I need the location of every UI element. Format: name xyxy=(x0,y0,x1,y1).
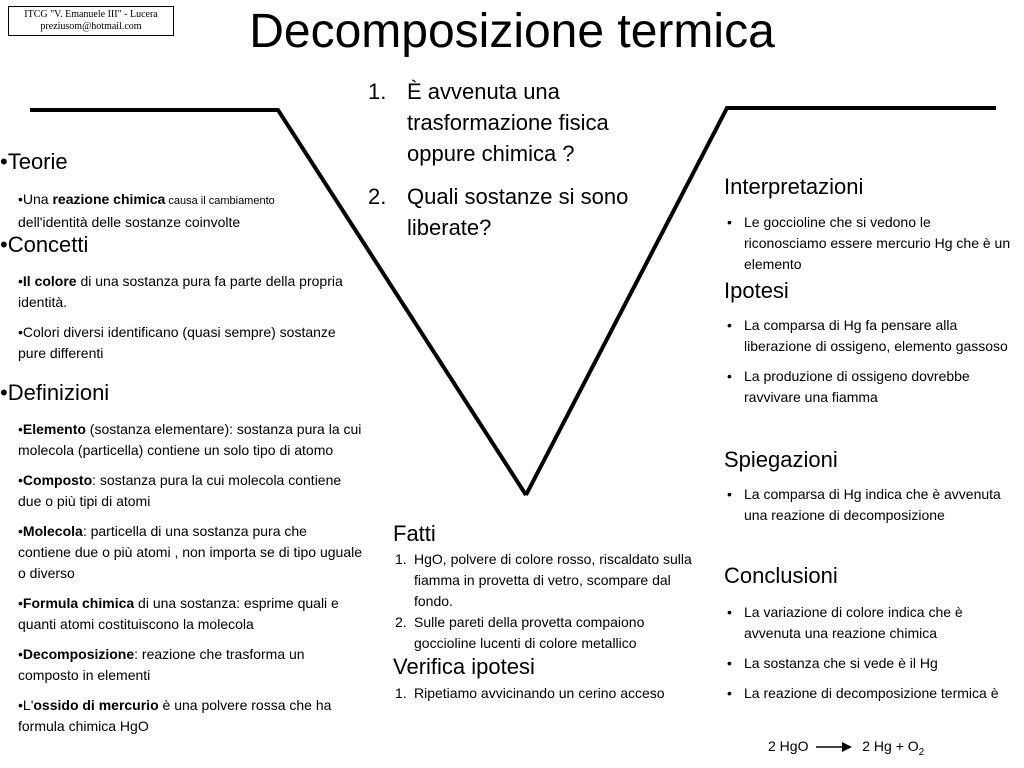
definition-text: : sostanza pura la cui molecola contiene due o più tipi di atomi xyxy=(18,472,342,509)
fatto-2-text: Sulle pareti della provetta compaiono goccioline lucenti di colore metallico xyxy=(414,614,645,651)
term: Elemento xyxy=(22,421,86,437)
ipotesi-2: • La produzione di ossigeno dovrebbe ravvivare una fiamma xyxy=(724,366,1016,408)
definition-text: : particella di una sostanza pura che contiene due o più atomi , non importa se di tipo uguale o diverso xyxy=(18,523,363,581)
conclusione-3: • La reazione di decomposizione termica è xyxy=(724,683,1016,704)
products: 2 Hg + O xyxy=(862,738,919,754)
definizione-formula xyxy=(18,593,363,635)
definition-text: : reazione che trasforma un composto in elementi xyxy=(18,646,305,683)
school-name: ITCG "V. Emanuele III" - Lucera xyxy=(24,9,158,20)
term: Composto xyxy=(22,472,93,488)
bullet: • xyxy=(18,273,23,289)
question-2-text: Quali sostanze si sono liberate? xyxy=(407,184,629,240)
spiegazioni-heading: Spiegazioni xyxy=(724,447,838,472)
concetti-heading: •Concetti xyxy=(0,232,89,257)
definizione-elemento xyxy=(18,419,363,461)
definition-text: (sostanza elementare): sostanza pura la cui molecola (particella) contiene un solo tipo di atomo xyxy=(18,421,362,458)
question-2-number: 2. xyxy=(368,184,387,209)
fatto-1-number: 1. xyxy=(395,551,407,567)
definizioni-list xyxy=(18,419,363,737)
focus-questions xyxy=(368,76,668,255)
teorie-bullet: •Una xyxy=(18,191,53,207)
ipotesi-heading: Ipotesi xyxy=(724,278,789,303)
question-1-number: 1. xyxy=(368,79,387,104)
definition-text: è una polvere rossa che ha formula chimica HgO xyxy=(18,697,332,734)
teorie-heading: •Teorie xyxy=(0,149,68,174)
fatto-1 xyxy=(395,549,695,612)
conclusione-1: • La variazione di colore indica che è avvenuta una reazione chimica xyxy=(724,602,1016,644)
interpretazioni-list xyxy=(724,212,1016,284)
teorie-item xyxy=(18,189,338,233)
spiegazioni-list xyxy=(724,484,1016,535)
fatti-heading: Fatti xyxy=(393,521,436,546)
verifica-heading: Verifica ipotesi xyxy=(393,654,535,679)
definizione-molecola xyxy=(18,521,363,584)
question-1-text: È avvenuta una trasformazione fisica oppure chimica ? xyxy=(407,79,609,166)
term: Formula chimica xyxy=(22,595,135,611)
fatti-list xyxy=(395,549,695,654)
concetti-item-2 xyxy=(18,322,363,364)
right-arrow-icon xyxy=(816,741,852,753)
question-1 xyxy=(368,76,668,169)
spiegazione-1: • La comparsa di Hg indica che è avvenuta una reazione di decomposizione xyxy=(724,484,1016,526)
interpretazione-1: • Le goccioline che si vedono le riconosciamo essere mercurio Hg che è un elemento xyxy=(724,212,1016,275)
verifica-1-number: 1. xyxy=(395,685,407,701)
definizione-ossido xyxy=(18,695,363,737)
fatto-2-number: 2. xyxy=(395,614,407,630)
bullet: •L' xyxy=(18,697,34,713)
interpretazioni-heading: Interpretazioni xyxy=(724,174,864,199)
slide-title: Decomposizione termica xyxy=(249,5,775,58)
teorie-small: causa il cambiamento xyxy=(165,195,275,207)
concetti-item-1 xyxy=(18,271,363,313)
bullet: • xyxy=(18,324,23,340)
verifica-list xyxy=(395,683,695,704)
conclusioni-heading: Conclusioni xyxy=(724,563,838,588)
verifica-1 xyxy=(395,683,695,704)
bullet: • xyxy=(18,595,23,611)
bullet: • xyxy=(18,421,23,437)
fatto-2 xyxy=(395,612,695,654)
question-2 xyxy=(368,181,668,243)
oxygen-subscript: 2 xyxy=(918,746,925,758)
definizione-composto xyxy=(18,470,363,512)
term: Molecola xyxy=(22,523,83,539)
concetti-item-2-text: Colori diversi identificano (quasi sempre) sostanze pure differenti xyxy=(18,324,336,361)
concetti-list xyxy=(18,271,363,364)
reactant: 2 HgO xyxy=(768,738,809,754)
definition-text: di una sostanza: esprime quali e quanti atomi costituiscono la molecola xyxy=(18,595,339,632)
bullet: • xyxy=(18,523,23,539)
conclusioni-list xyxy=(724,602,1016,713)
ipotesi-1: • La comparsa di Hg fa pensare alla liberazione di ossigeno, elemento gassoso xyxy=(724,315,1016,357)
ipotesi-list xyxy=(724,315,1016,417)
concetti-item-1-text: di una sostanza pura fa parte della propria identità. xyxy=(18,273,343,310)
teorie-rest: dell'identità delle sostanze coinvolte xyxy=(18,214,241,230)
term: ossido di mercurio xyxy=(33,697,159,713)
term: Decomposizione xyxy=(22,646,135,662)
author-email: preziusom@hotmail.com xyxy=(40,21,142,32)
bullet: • xyxy=(18,472,23,488)
reaction-equation xyxy=(768,736,924,763)
teorie-bold: reazione chimica xyxy=(52,191,166,207)
fatto-1-text: HgO, polvere di colore rosso, riscaldato sulla fiamma in provetta di vetro, scompare dal fondo. xyxy=(414,551,692,609)
bullet: • xyxy=(18,646,23,662)
definizioni-heading: •Definizioni xyxy=(0,380,110,405)
concetti-item-1-bold: Il colore xyxy=(22,273,77,289)
verifica-1-text: Ripetiamo avvicinando un cerino acceso xyxy=(414,685,665,701)
definizione-decomposizione xyxy=(18,644,363,686)
conclusione-2: • La sostanza che si vede è il Hg xyxy=(724,653,1016,674)
